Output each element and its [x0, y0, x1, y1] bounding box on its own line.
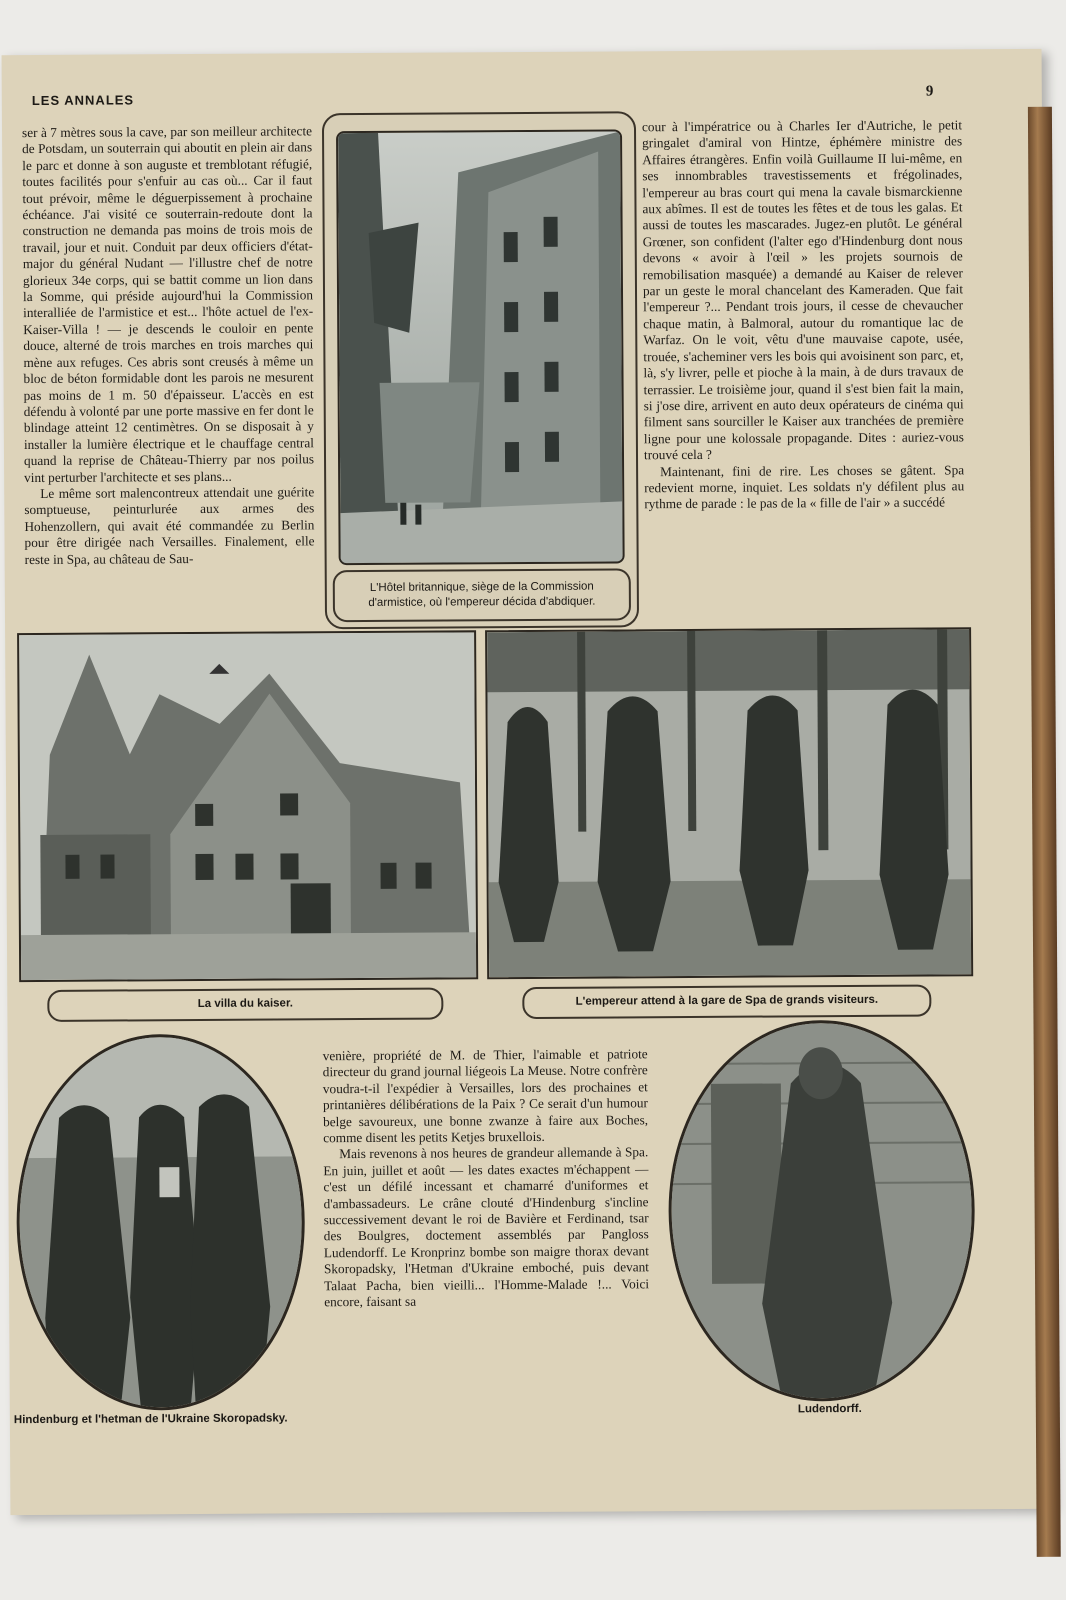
article-column-3 — [642, 117, 964, 513]
page-number: 9 — [925, 83, 934, 100]
villa-caption-box — [47, 988, 443, 1022]
journal-title: LES ANNALES — [31, 92, 135, 109]
magazine-page — [2, 49, 1051, 1515]
paragraph: Le même sort malencontreux attendait une guérite somptueuse, peinturlurée aux armes des Hohenzollern, qui avait été commandée zu Berlin pour être dirigée nach Versailles. Finalement, elle reste in Spa, au château de Sau- — [24, 484, 315, 567]
paragraph: ser à 7 mètres sous la cave, par son meilleur architecte de Potsdam, un souterrain qui aboutit en plein air dans le parc et donne à son auguste et tremblotant réfugié, toutes facilités pour s'enfuir au cas où... Car il faut tout prévoir, même le déguerpissement à prochaine échéance. J'ai visité ce souterrain-redoute dont la construction ne demanda pas moins de trois mois de travail, jour et nuit. Conduit par deux officiers d'état-major du général Nudant — l'illustre chef de notre glorieux 34e corps, qui se battit comme un lion dans la Somme, qui préside aujourd'hui la Commission interalliée de l'armistice et est... l'hôte actuel de l'ex-Kaiser-Villa ! — je descends le couloir en pente douce, alterné de trois marches en trois marches qui mène aux refuges. Ces abris sont creusés à même un bloc de béton formidable dont les parois ne mesurent pas moins de 1 m. 50 d'épaisseur. L'accès en est défendu à volonté par une porte massive en fer dont le blindage atteint 12 centimètres. On se disposait à y installer la lumière électrique et le chauffage central quand la reprise de Château-Thierry par nos poilus vint perturber l'architecte et ses plans... — [21, 123, 315, 485]
paragraph: Mais revenons à nos heures de grandeur allemande à Spa. En juin, juillet et août — les dates exactes m'échappent — c'est un défilé incessant et chamarré d'uniformes et d'ambassadeurs. Le crâne clouté d'Hindenburg s'incline successivement devant le roi de Bavière et Ferdinand, tsar des Boulgres, doctement assemblés par Pangloss Ludendorff. Le Kronprinz bombe son maigre thorax devant Skoropadsky, l'Hetman d'Ukraine emboché, puis devant Talaat Pacha, bien vieilli... l'Homme-Malade !... Voici encore, faisant sa — [323, 1144, 650, 1310]
hotel-photo-frame — [322, 111, 639, 629]
villa-photo — [17, 630, 478, 982]
ludendorff-oval-photo — [667, 1019, 975, 1402]
villa-caption: La villa du kaiser. — [197, 997, 294, 1011]
article-column-bottom — [323, 1046, 650, 1310]
station-caption-box — [522, 985, 931, 1019]
station-photo — [485, 627, 973, 979]
ludendorff-caption: Ludendorff. — [797, 1402, 862, 1416]
hotel-caption: L'Hôtel britannique, siège de la Commission d'armistice, où l'empereur décida d'abdiquer. — [368, 580, 596, 609]
paragraph: venière, propriété de M. de Thier, l'aimable et patriote directeur du grand journal liégeois La Meuse. Notre confrère voudra-t-il l'expédier à Versailles, lors des prochaines et printanières délibérations de la Paix ? Ce serait d'un humour belge savoureux, une bonne zwanze à faire aux Boches, comme disent les petits Ketjes bruxellois. — [322, 1046, 649, 1146]
station-caption: L'empereur attend à la gare de Spa de grands visiteurs. — [575, 993, 879, 1008]
paragraph: Maintenant, fini de rire. Les choses se gâtent. Spa redevient morne, inquiet. Les soldats n'y défilent plus au rythme de parade : le pas de la « fille de l'air » a succédé — [644, 461, 965, 512]
hindenburg-oval-photo — [16, 1033, 306, 1411]
hindenburg-caption: Hindenburg et l'hetman de l'Ukraine Skoropadsky. — [13, 1412, 288, 1427]
paragraph: cour à l'impératrice ou à Charles Ier d'Autriche, le petit gringalet d'amiral von Hintze, éphémère ministre des Affaires étrangères. Enfin voilà Guillaume II lui-même, en ses innombrables travestissements et frégolinades, l'empereur au bras court qui mena la cavale bismarckienne aux abîmes. Il est de toutes les fêtes et de tous les galas. Et aussi de toutes les mascarades. Jugez-en plutôt. Le général Grœner, son confident (l'alter ego d'Hindenburg dont nous devons « avoir à l'œil » les projets sournois de remobilisation masquée) a demandé au Kaiser de relever par un geste le moral chancelant des Kameraden. Que fait l'empereur ?... Pendant trois jours, il cesse de chevaucher chaque matin, à Balmoral, autour du romantique lac de Warfaz. On le voit, vêtu d'une mauvaise capote, usée, trouée, s'acheminer vers les bois qui avoisinent son parc, et, là, s'y livrer, pelle et pioche à la main, à de durs travaux de terrassier. Le troisième jour, quand il s'est bien fait la main, si j'ose dire, arrivent en auto deux opérateurs de cinéma qui filment sans sourciller le Kaiser aux tranchées de première ligne pour une kolossale propagande. Dites : auriez-vous trouvé cela ? — [641, 117, 964, 463]
hotel-photo — [336, 129, 625, 565]
hotel-caption-box — [333, 568, 631, 622]
book-binding — [1028, 107, 1061, 1557]
article-column-1 — [22, 123, 315, 568]
